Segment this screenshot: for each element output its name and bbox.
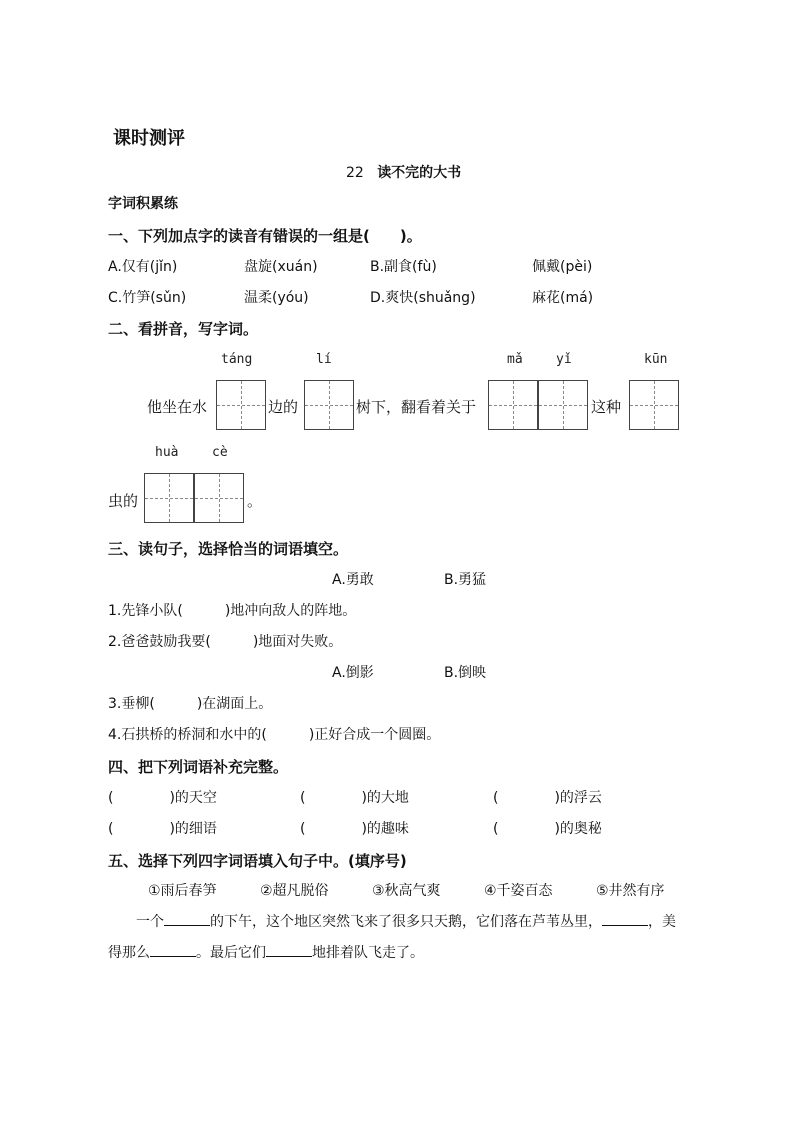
q4-phrase: ( )的浮云 [493,790,602,806]
q1-option: 佩戴(pèi) [532,259,593,275]
tian-grid-box[interactable] [488,380,538,430]
q5-option: ③秋高气爽 [372,883,441,899]
q3-sentence: 1.先锋小队( )地冲向敌人的阵地。 [108,603,357,619]
subsection-title: 字词积累练 [108,196,178,212]
q5-option: ④千姿百态 [484,883,553,899]
q1-prompt: 一、下列加点字的读音有错误的一组是( )。 [108,227,422,245]
q1-option: D.爽快(shuǎng) [370,290,476,306]
q5-paragraph-line1: 一个 的下午，这个地区突然飞来了很多只天鹅，它们落在芦苇丛里， ，美 [108,911,676,931]
q5-option: ②超凡脱俗 [260,883,329,899]
q1-option: 麻花(má) [532,290,594,306]
pinyin-label: cè [212,445,228,460]
q3-option: B.勇猛 [444,572,487,588]
q2-text: 他坐在水 [147,398,208,416]
q3-sentence: 3.垂柳( )在湖面上。 [108,696,273,712]
tian-grid-box[interactable] [216,380,266,430]
q4-phrase: ( )的细语 [108,821,217,837]
tian-grid-box[interactable] [538,380,588,430]
q2-text: 树下，翻看着关于 [356,398,477,416]
q4-phrase: ( )的天空 [108,790,217,806]
q1-option: 盘旋(xuán) [244,259,318,275]
q4-phrase: ( )的趣味 [300,821,409,837]
pinyin-label: lí [316,352,332,367]
q3-sentence: 2.爸爸鼓励我要( )地面对失败。 [108,634,343,650]
q1-option: C.竹笋(sǔn) [108,290,187,306]
answer-blank[interactable] [266,942,312,957]
q2-text: 边的 [268,398,299,416]
tian-grid-box[interactable] [194,473,244,523]
q3-prompt: 三、读句子，选择恰当的词语填空。 [108,540,349,558]
tian-grid-box[interactable] [144,473,194,523]
q1-option: B.副食(fù) [370,259,437,275]
q3-option: A.倒影 [332,665,374,681]
q5-prompt: 五、选择下列四字词语填入句子中。(填序号) [108,852,407,870]
q4-prompt: 四、把下列词语补充完整。 [108,758,289,776]
pinyin-label: mǎ [507,352,523,367]
pinyin-label: kūn [644,352,668,367]
q2-text: 虫的 [108,492,139,510]
lesson-title: 读不完的大书 [377,165,462,181]
q1-option: A.仅有(jǐn) [108,259,178,275]
q3-option: A.勇敢 [332,572,374,588]
pinyin-label: yǐ [556,352,572,367]
answer-blank[interactable] [150,942,196,957]
pinyin-label: huà [155,445,179,460]
q4-phrase: ( )的大地 [300,790,409,806]
q2-text: 。 [247,492,263,510]
q4-phrase: ( )的奥秘 [493,821,602,837]
tian-grid-box[interactable] [629,380,679,430]
q5-option: ⑤井然有序 [596,883,665,899]
q2-text: 这种 [591,398,622,416]
q3-option: B.倒映 [444,665,487,681]
answer-blank[interactable] [164,911,210,926]
tian-grid-box[interactable] [304,380,354,430]
q2-prompt: 二、看拼音，写字词。 [108,320,259,338]
q5-paragraph-line2: 得那么 。最后它们 地排着队飞走了。 [108,942,424,962]
lesson-heading [346,162,461,182]
q5-option: ①雨后春笋 [148,883,217,899]
section-title: 课时测评 [113,128,185,149]
q1-option: 温柔(yóu) [244,290,309,306]
pinyin-label: táng [221,352,253,367]
lesson-number: 22 [346,165,364,181]
q3-sentence: 4.石拱桥的桥洞和水中的( )正好合成一个圆圈。 [108,727,441,743]
answer-blank[interactable] [602,911,648,926]
